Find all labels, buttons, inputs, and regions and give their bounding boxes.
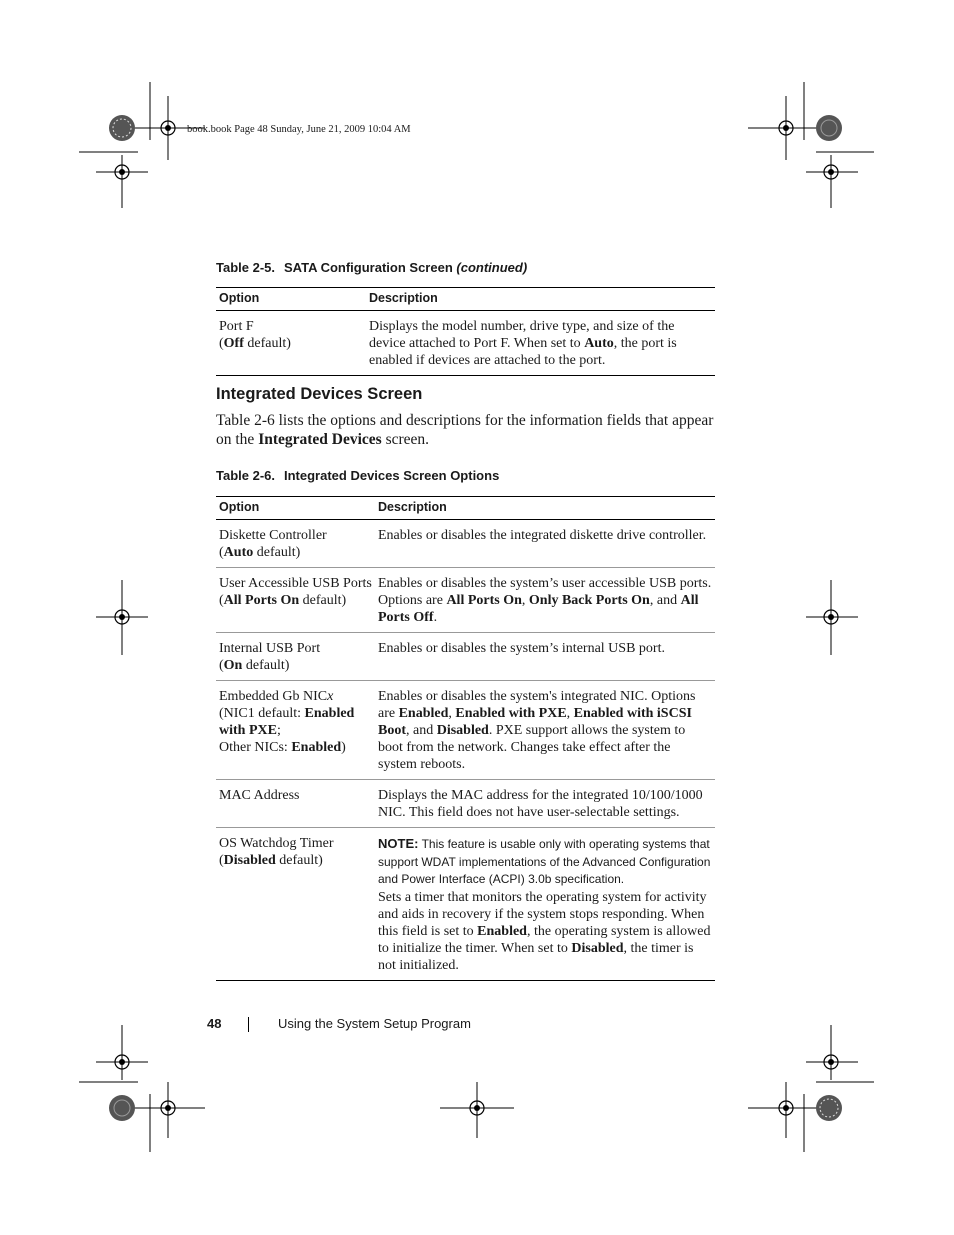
table-row bbox=[216, 568, 715, 633]
table-2-6-caption bbox=[216, 468, 499, 483]
table-2-5-title: SATA Configuration Screen bbox=[284, 260, 453, 275]
table-2-6 bbox=[216, 496, 715, 981]
description-cell: Enables or disables the integrated diskette drive controller. bbox=[375, 520, 715, 568]
table-row bbox=[216, 520, 715, 568]
footer-title: Using the System Setup Program bbox=[278, 1016, 471, 1031]
table-2-5-caption bbox=[216, 260, 527, 275]
option-cell: Embedded Gb NICx (NIC1 default: Enabled with PXE; Other NICs: Enabled) bbox=[216, 681, 375, 780]
column-header-option: Option bbox=[216, 288, 366, 311]
table-2-5 bbox=[216, 287, 715, 376]
table-row bbox=[216, 828, 715, 981]
table-2-5-label: Table 2-5. bbox=[216, 260, 276, 275]
description-cell: Displays the model number, drive type, and size of the device attached to Port F. When set to Auto, the port is enabled if devices are attached to the port. bbox=[366, 311, 715, 376]
note-callout: NOTE: This feature is usable only with operating systems that support WDAT implementations of the Advanced Configuration and Power Interface (ACPI) 3.0b specification. bbox=[378, 836, 711, 886]
note-label: NOTE: bbox=[378, 836, 419, 851]
description-cell: Enables or disables the system's integrated NIC. Options are Enabled, Enabled with PXE, Enabled with iSCSI Boot, and Disabled. PXE support allows the system to boot from the network. Changes take effect after the system reboots. bbox=[375, 681, 715, 780]
option-cell: Port F (Off default) bbox=[216, 311, 366, 376]
section-heading: Integrated Devices Screen bbox=[216, 385, 423, 403]
print-header: book.book Page 48 Sunday, June 21, 2009 10:04 AM bbox=[187, 124, 411, 135]
description-cell: Enables or disables the system’s internal USB port. bbox=[375, 633, 715, 681]
table-2-6-label: Table 2-6. bbox=[216, 468, 276, 483]
option-cell: OS Watchdog Timer (Disabled default) bbox=[216, 828, 375, 981]
table-row bbox=[216, 311, 715, 376]
table-2-6-title: Integrated Devices Screen Options bbox=[284, 468, 500, 483]
table-row bbox=[216, 633, 715, 681]
option-cell: Diskette Controller (Auto default) bbox=[216, 520, 375, 568]
option-cell: Internal USB Port (On default) bbox=[216, 633, 375, 681]
description-cell: Displays the MAC address for the integrated 10/100/1000 NIC. This field does not have user-selectable settings. bbox=[375, 780, 715, 828]
column-header-description: Description bbox=[375, 497, 715, 520]
intro-paragraph: Table 2-6 lists the options and descriptions for the information fields that appear on the Integrated Devices screen. bbox=[216, 412, 714, 448]
table-row bbox=[216, 780, 715, 828]
description-cell: Enables or disables the system’s user accessible USB ports. Options are All Ports On, Only Back Ports On, and All Ports Off. bbox=[375, 568, 715, 633]
table-2-5-suffix: (continued) bbox=[456, 260, 528, 275]
page-number: 48 bbox=[207, 1016, 222, 1031]
footer-divider bbox=[248, 1017, 249, 1032]
column-header-description: Description bbox=[366, 288, 715, 311]
option-cell: MAC Address bbox=[216, 780, 375, 828]
column-header-option: Option bbox=[216, 497, 375, 520]
description-cell: NOTE: This feature is usable only with operating systems that support WDAT implementations of the Advanced Configuration and Power Interface (ACPI) 3.0b specification. Sets a timer that monitors the operating system for activity and aids in recovery if the system stops responding. When this field is set to Enabled, the operating system is allowed to initialize the timer. When set to Disabled, the timer is not initialized. bbox=[375, 828, 715, 981]
table-row bbox=[216, 681, 715, 780]
option-cell: User Accessible USB Ports (All Ports On default) bbox=[216, 568, 375, 633]
